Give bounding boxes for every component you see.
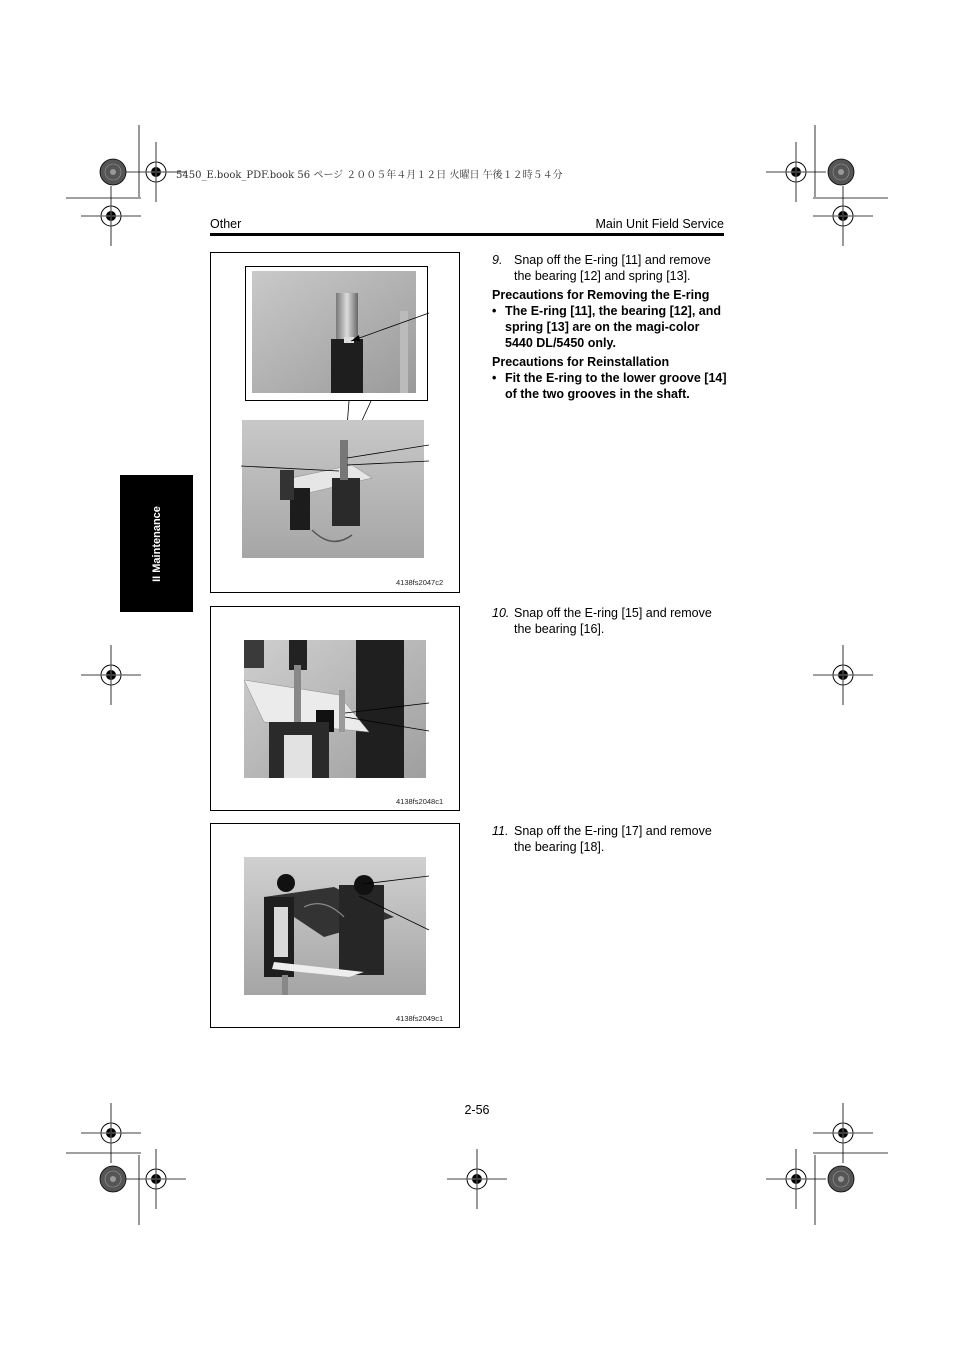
step-10-number: 10. bbox=[492, 606, 510, 620]
figure-1-main-callout-lines bbox=[211, 253, 461, 594]
bullet-glyph: • bbox=[492, 371, 497, 385]
header-chapter-title: Main Unit Field Service bbox=[595, 217, 724, 231]
chapter-thumb-tab bbox=[120, 475, 193, 612]
precaution-heading-reinstallation: Precautions for Reinstallation bbox=[492, 355, 670, 369]
precaution-bullet-removal-text: The E-ring [11], the bearing [12], and spring [13] are on the magi-color 5440 DL/5450 only. bbox=[505, 304, 722, 350]
step-10 bbox=[492, 605, 728, 639]
figure-3-frame bbox=[210, 823, 460, 1028]
header-rule bbox=[210, 233, 724, 236]
print-slug-text: 5450_E.book_PDF.book 56 ページ ２００５年４月１２日 火曜日 午後１２時５４分 bbox=[176, 170, 563, 181]
figure-2-id: 4138fs2048c1 bbox=[396, 797, 444, 806]
figure-1-id: 4138fs2047c2 bbox=[396, 578, 444, 587]
bullet-glyph: • bbox=[492, 304, 497, 318]
figure-3-callout-lines bbox=[211, 824, 461, 1029]
precaution-heading-removal: Precautions for Removing the E-ring bbox=[492, 288, 710, 302]
step-11-text: Snap off the E-ring [17] and remove the bearing [18]. bbox=[514, 824, 712, 854]
chapter-thumb-label: II Maintenance bbox=[150, 505, 163, 582]
step-11-number: 11. bbox=[492, 824, 509, 838]
figure-1-frame bbox=[210, 252, 460, 593]
page-number: 2-56 bbox=[464, 1103, 490, 1117]
step-10-text: Snap off the E-ring [15] and remove the bearing [16]. bbox=[514, 606, 712, 636]
figure-2-callout-lines bbox=[211, 607, 461, 812]
step-9-number: 9. bbox=[492, 253, 503, 267]
step-9 bbox=[492, 252, 728, 286]
figure-2-frame bbox=[210, 606, 460, 811]
precaution-bullet-reinstallation-text: Fit the E-ring to the lower groove [14] of the two grooves in the shaft. bbox=[505, 371, 727, 401]
figure-3-id: 4138fs2049c1 bbox=[396, 1014, 444, 1023]
header-section-title: Other bbox=[210, 217, 242, 231]
step-9-text: Snap off the E-ring [11] and remove the bearing [12] and spring [13]. bbox=[514, 253, 711, 283]
step-11 bbox=[492, 823, 728, 857]
